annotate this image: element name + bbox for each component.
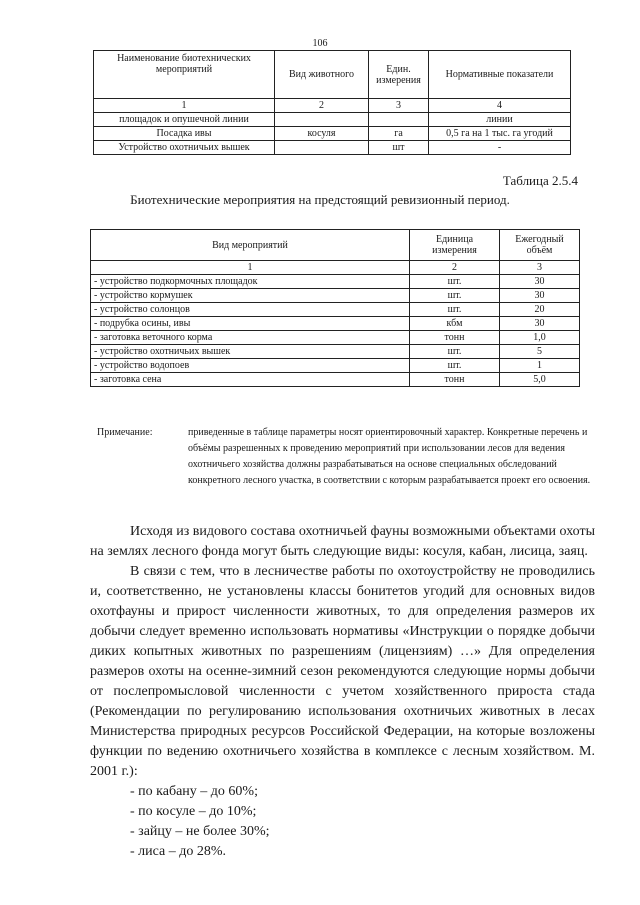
measures-table [90, 229, 580, 387]
column-header: Нормативные показатели [429, 51, 571, 99]
table-cell: 1 [94, 99, 275, 113]
list-item: - по кабану – до 60%; [130, 784, 258, 799]
table-row [91, 289, 580, 303]
table-title: Биотехнические мероприятия на предстоящий ревизионный период. [130, 192, 510, 207]
table-row [94, 141, 571, 155]
table-row [91, 275, 580, 289]
table-cell: 30 [500, 275, 580, 289]
table-cell: шт. [410, 359, 500, 373]
table-cell: - [429, 141, 571, 155]
body-text [90, 522, 595, 862]
table-cell: - устройство охотничьих вышек [91, 345, 410, 359]
table-cell: - заготовка сена [91, 373, 410, 387]
table-row [94, 127, 571, 141]
table-cell: 30 [500, 289, 580, 303]
column-header: Единица измерения [410, 230, 500, 261]
table-cell: - устройство солонцов [91, 303, 410, 317]
table-cell: тонн [410, 373, 500, 387]
table-cell: - подрубка осины, ивы [91, 317, 410, 331]
table-number: Таблица 2.5.4 [502, 173, 578, 188]
table-cell [275, 113, 369, 127]
table-cell: 30 [500, 317, 580, 331]
table-cell: тонн [410, 331, 500, 345]
table-row [91, 303, 580, 317]
column-header: Един. измерения [369, 51, 429, 99]
table-cell: шт. [410, 303, 500, 317]
table-cell: шт. [410, 289, 500, 303]
column-header: Ежегодный объём [500, 230, 580, 261]
list-item: - зайцу – не более 30%; [130, 824, 270, 839]
table-cell: 5 [500, 345, 580, 359]
note-text: приведенные в таблице параметры носят ориентировочный характер. Конкретные перечень и объёмы разрешенных к проведению мероприятий при использовании лесов для ведения охотничьего хозяйства должны разрабатываться на основе специальных обследований конкретного лесного участка, в соответствии с которым разрабатывается проект его освоения. [188, 427, 591, 486]
quota-list [90, 782, 595, 862]
table-cell: - заготовка веточного корма [91, 331, 410, 345]
table-cell: 20 [500, 303, 580, 317]
table-cell: 4 [429, 99, 571, 113]
table-cell: 1,0 [500, 331, 580, 345]
table-header-row [94, 51, 571, 99]
table-cell: 3 [369, 99, 429, 113]
table-row [91, 345, 580, 359]
column-header: Вид животного [275, 51, 369, 99]
table-cell: шт. [410, 345, 500, 359]
list-item: - по косуле – до 10%; [130, 804, 257, 819]
table-cell: 3 [500, 261, 580, 275]
table-cell: - устройство водопоев [91, 359, 410, 373]
table-cell: Посадка ивы [94, 127, 275, 141]
column-header: Вид мероприятий [91, 230, 410, 261]
table-cell: Устройство охотничьих вышек [94, 141, 275, 155]
table-cell: - устройство подкормочных площадок [91, 275, 410, 289]
list-item: - лиса – до 28%. [130, 844, 227, 859]
paragraph: Исходя из видового состава охотничьей фауны возможными объектами охоты на землях лесного фонда могут быть следующие виды: косуля, кабан, лисица, заяц. [90, 524, 595, 559]
table-cell: площадок и опушечной линии [94, 113, 275, 127]
table-cell: шт. [410, 275, 500, 289]
table-row [91, 359, 580, 373]
table-cell: га [369, 127, 429, 141]
table-cell: косуля [275, 127, 369, 141]
note-label: Примечание: [97, 427, 153, 438]
table-cell: 1 [500, 359, 580, 373]
table-cell: линии [429, 113, 571, 127]
table-cell: 0,5 га на 1 тыс. га угодий [429, 127, 571, 141]
table-cell: 2 [410, 261, 500, 275]
paragraph: В связи с тем, что в лесничестве работы по охотоустройству не проводились и, соответственно, не установлены классы бонитетов угодий для основных видов охотфауны и прирост численности животных, то для определения размеров их добычи следует временно использовать нормативы «Инструкции о порядке добычи диких копытных животных по разрешениям (лицензиям) …» Для определения размеров охоты на осенне-зимний сезон рекомендуются следующие нормы добычи от послепромысловой численности с учетом хозяйственного прироста стада (Рекомендации по регулированию использования охотничьих животных в лесах Министерства природных ресурсов Российской Федерации, на которые возложены функции по ведению охотничьего хозяйства в комплексе с лесным хозяйством. М. 2001 г.): [90, 564, 595, 779]
table-cell [369, 113, 429, 127]
table-row [94, 113, 571, 127]
table-index-row [94, 99, 571, 113]
page-number: 106 [312, 38, 328, 49]
table-cell: 1 [91, 261, 410, 275]
table-cell: 5,0 [500, 373, 580, 387]
table-header-row [91, 230, 580, 261]
table-cell: 2 [275, 99, 369, 113]
table-cell [275, 141, 369, 155]
column-header: Наименование биотехнических мероприятий [94, 51, 275, 99]
table-row [91, 331, 580, 345]
table-row [91, 317, 580, 331]
normatives-table [93, 50, 571, 155]
table-cell: кбм [410, 317, 500, 331]
table-cell: шт [369, 141, 429, 155]
table-row [91, 373, 580, 387]
table-cell: - устройство кормушек [91, 289, 410, 303]
table-index-row [91, 261, 580, 275]
